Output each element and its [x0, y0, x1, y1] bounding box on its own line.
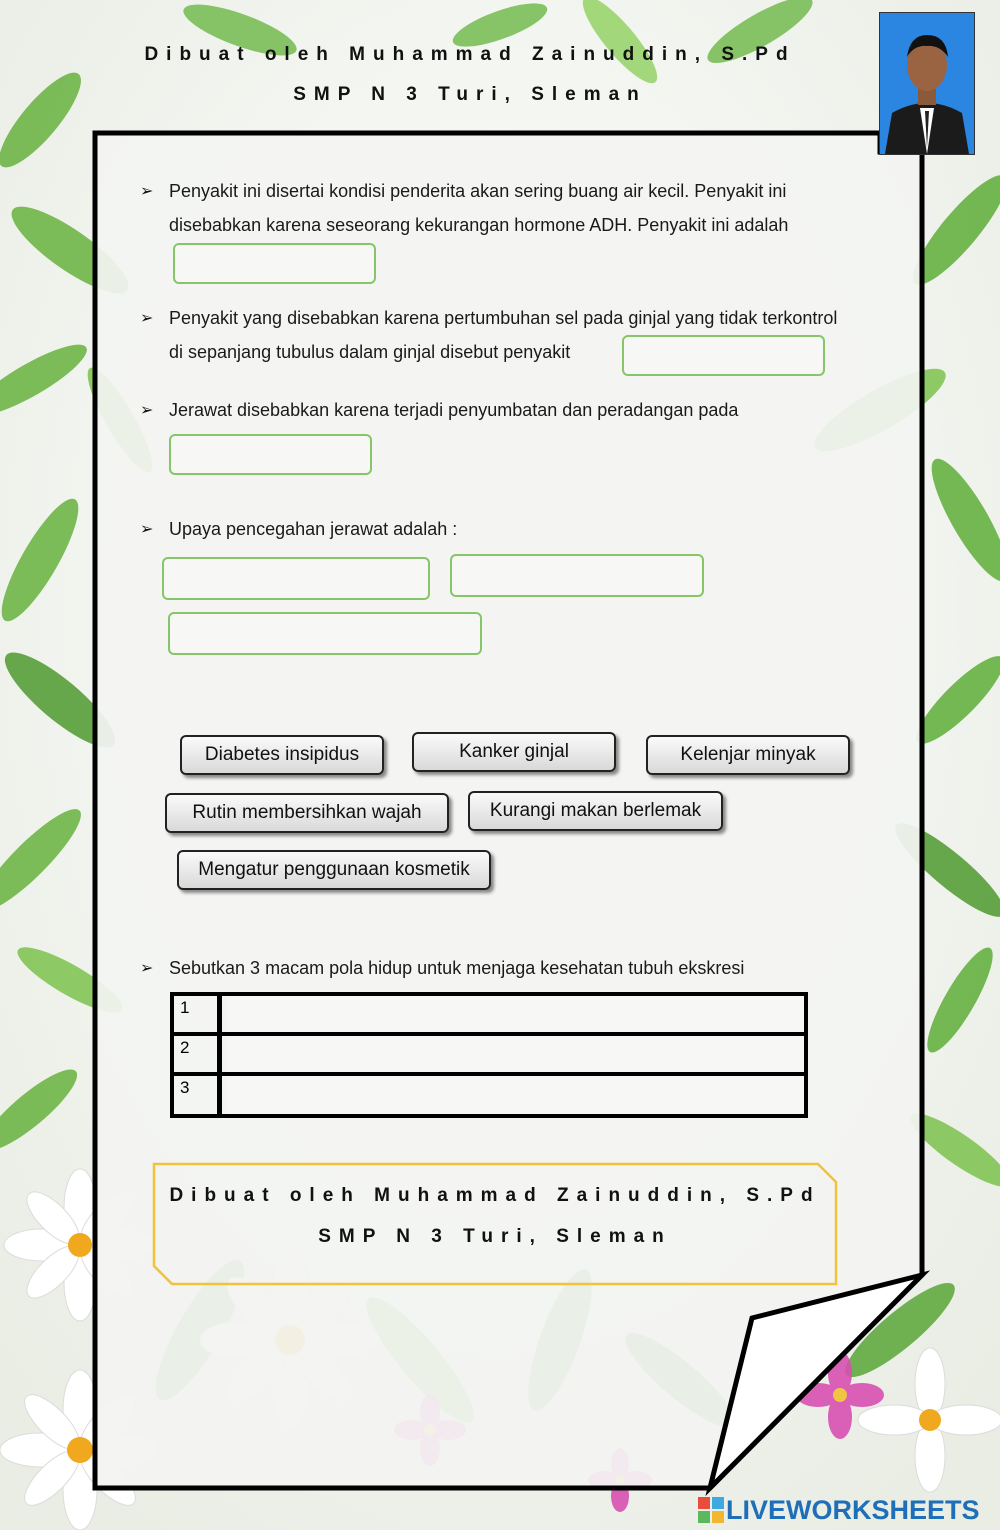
table-row: [174, 1036, 804, 1076]
bullet-icon: ➢: [140, 310, 154, 327]
footer-author: Dibuat oleh Muhammad Zainuddin, S.Pd: [169, 1185, 821, 1206]
bullet-icon: ➢: [140, 402, 154, 419]
header-school: SMP N 3 Turi, Sleman: [293, 84, 647, 105]
table-answer-input-2[interactable]: [227, 1036, 804, 1072]
option-chip-rutin-membersihkan-wajah[interactable]: Rutin membersihkan wajah: [165, 793, 449, 833]
question-2-line-1: Penyakit yang disebabkan karena pertumbuhan sel pada ginjal yang tidak terkontrol: [169, 308, 838, 328]
table-answer-input-3[interactable]: [227, 1076, 804, 1114]
answer-input-4a[interactable]: [162, 557, 430, 600]
watermark-text: LIVEWORKSHEETS: [726, 1494, 980, 1525]
author-photo: [879, 12, 975, 155]
answer-input-4c[interactable]: [168, 612, 482, 655]
footer-school: SMP N 3 Turi, Sleman: [318, 1226, 672, 1247]
table-answer-input-1[interactable]: [227, 996, 804, 1032]
row-number: 1: [174, 996, 222, 1032]
liveworksheets-logo: [698, 1494, 980, 1526]
question-2-line-2: di sepanjang tubulus dalam ginjal disebut penyakit: [169, 342, 571, 362]
question-3-text: Jerawat disebabkan karena terjadi penyumbatan dan peradangan pada: [169, 400, 739, 420]
table-row: [174, 1076, 804, 1114]
answer-input-3[interactable]: [169, 434, 372, 475]
question-1-line-1: Penyakit ini disertai kondisi penderita akan sering buang air kecil. Penyakit ini: [169, 181, 787, 201]
footer-frame: [150, 1160, 840, 1288]
table-row: [174, 996, 804, 1036]
bullet-icon: ➢: [140, 183, 154, 200]
liveworksheets-logo-icon: [698, 1497, 724, 1523]
option-chip-kanker-ginjal[interactable]: Kanker ginjal: [412, 732, 616, 772]
bullet-icon: ➢: [140, 521, 154, 538]
header-author: Dibuat oleh Muhammad Zainuddin, S.Pd: [144, 44, 796, 65]
row-number: 2: [174, 1036, 222, 1072]
answer-input-2[interactable]: [622, 335, 825, 376]
question-5-text: Sebutkan 3 macam pola hidup untuk menjaga kesehatan tubuh ekskresi: [169, 958, 745, 978]
person-avatar-icon: [880, 13, 974, 154]
option-chip-diabetes-insipidus[interactable]: Diabetes insipidus: [180, 735, 384, 775]
answer-input-1[interactable]: [173, 243, 376, 284]
answer-table: [170, 992, 808, 1118]
question-4-text: Upaya pencegahan jerawat adalah :: [169, 519, 458, 539]
question-1-line-2: disebabkan karena seseorang kekurangan hormone ADH. Penyakit ini adalah: [169, 215, 789, 235]
option-chip-kurangi-makan-berlemak[interactable]: Kurangi makan berlemak: [468, 791, 723, 831]
row-number: 3: [174, 1076, 222, 1114]
option-chip-mengatur-penggunaan-kosmetik[interactable]: Mengatur penggunaan kosmetik: [177, 850, 491, 890]
answer-input-4b[interactable]: [450, 554, 704, 597]
option-chip-kelenjar-minyak[interactable]: Kelenjar minyak: [646, 735, 850, 775]
bullet-icon: ➢: [140, 960, 154, 977]
